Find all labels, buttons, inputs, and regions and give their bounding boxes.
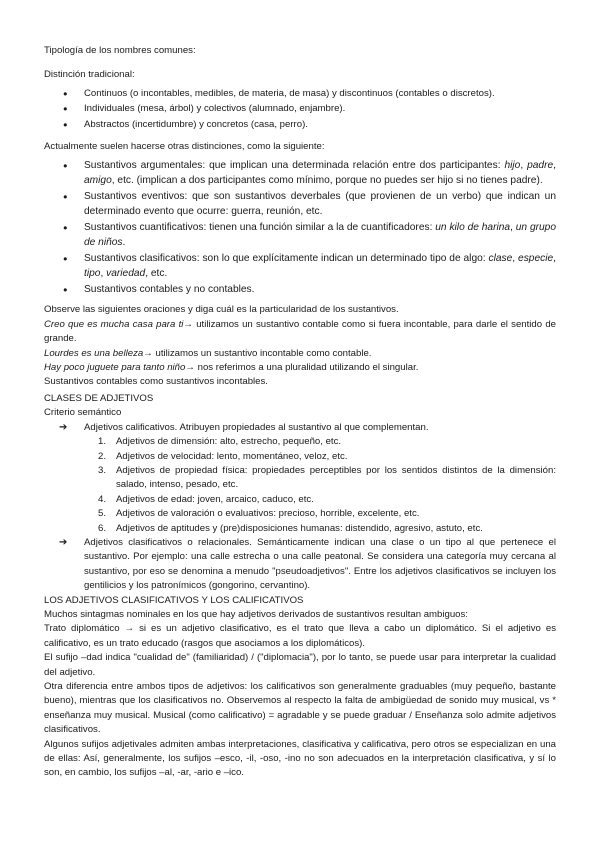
- list-item-eventivos: ● Sustantivos eventivos: que son sustantivos deverbales (que provienen de un verbo) que indican un determinado evento que ocurre: guerra, reunión, etc.: [44, 189, 556, 219]
- paragraph: Otra diferencia entre ambos tipos de adjetivos: los calificativos son generalmente graduables (muy pequeño, bastante bueno), mientras que los clasificativos no. Observemos al respecto la falta de ambigüedad de sonido muy musical, vs * enseñanza muy musical. Musical (como calificativo) = agradable y se puede graduar / Enseñanza solo admite adjetivos clasificativos.: [44, 681, 556, 736]
- paragraph: El sufijo –dad indica "cualidad de" (familiaridad) / ("diplomacia"), por lo tanto, se puede usar para interpretar la cualidad del adjetivo.: [44, 652, 556, 678]
- example-3: Hay poco juguete para tanto niño→ nos referimos a una pluralidad utilizando el singular.: [44, 362, 419, 374]
- calificativos-subtypes: [84, 435, 556, 536]
- paragraph: Algunos sufijos adjetivales admiten ambas interpretaciones, clasificativa y calificativa, pero otros se especializan en una de ellas: Así, generalmente, los sufijos –esco, -il, -oso, -ino no son adecuados en la interpretación clasificativa, y sí lo son, en cambio, los sufijos –al, -ar, -ario e –ico.: [44, 738, 556, 779]
- numbered-item: 3. Adjetivos de propiedad física: propiedades perceptibles por los sentidos distintos de la dimensión: salado, intenso, pesado, etc.: [98, 464, 556, 491]
- example-1: Creo que es mucha casa para ti→ utilizamos un sustantivo contable como si fuera incontable, para darle el sentido de grande.: [44, 318, 556, 345]
- list-item-clasificativos-relacionales: ➔ Adjetivos clasificativos o relacionales. Semánticamente indican una clase o un tipo al que pertenece el sustantivo. Por ejemplo: una calle estrecha o una calle peatonal. Se considera una categoría muy cercana al sustantivo, por eso se denomina a menudo "pseudoadjetivos". Entre los adjetivos clasificativos se incluyen los gentilicios y los patronímicos (gongorino, cervantino).: [59, 536, 556, 592]
- current-list: [44, 158, 556, 297]
- document-content: [44, 44, 556, 781]
- arrow-icon: ➔: [59, 536, 68, 548]
- list-item-calificativos: ➔ Adjetivos calificativos. Atribuyen propiedades al sustantivo al que complementan. 1. Adjetivos de dimensión: alto, estrecho, pequeño, etc. 2. Adjetivos de velocidad: lento, momentáneo, veloz, etc. 3. Adjetivos de propiedad física: propiedades perceptibles por los sentidos distintos de la dimensión: salado, intenso, pesado, etc. 4. Adjetivos de edad: joven, arcaico, caduco, etc. 5. Adjetivos de valoración o evaluativos: precioso, horrible, excelente, etc. 6. Adjetivos de aptitudes y (pre)disposiciones humanas: distendido, agresivo, astuto, etc.: [44, 421, 556, 536]
- observe-intro: Observe las siguientes oraciones y diga cuál es la particularidad de los sustantivos.: [44, 304, 399, 316]
- paragraph: Trato diplomático → si es un adjetivo clasificativo, es el trato que lleva a cabo un diplomático. Si el adjetivo es calificativo, es un trato educado (rasgos que asociamos a los diplomáticos).: [44, 623, 556, 649]
- adjective-types-list: [44, 421, 556, 594]
- numbered-item: 2. Adjetivos de velocidad: lento, momentáneo, veloz, etc.: [98, 450, 348, 462]
- document-title: Tipología de los nombres comunes:: [44, 45, 196, 56]
- list-item-clasificativos: ● Sustantivos clasificativos: son lo que explícitamente indican un determinado tipo de algo: clase, especie, tipo, variedad, etc.: [44, 251, 556, 281]
- list-item: ● Individuales (mesa, árbol) y colectivos (alumnado, enjambre).: [44, 102, 556, 116]
- section-heading-clasificativos-calificativos: LOS ADJETIVOS CLASIFICATIVOS Y LOS CALIFICATIVOS: [44, 594, 304, 606]
- numbered-item: 1. Adjetivos de dimensión: alto, estrecho, pequeño, etc.: [98, 436, 342, 448]
- numbered-item: 5. Adjetivos de valoración o evaluativos: precioso, horrible, excelente, etc.: [98, 508, 420, 520]
- current-intro: Actualmente suelen hacerse otras distinciones, como la siguiente:: [44, 141, 325, 153]
- list-item: ● Abstractos (incertidumbre) y concretos (casa, perro).: [44, 118, 556, 132]
- list-item-contables: ● Sustantivos contables y no contables.: [44, 282, 556, 297]
- list-item-argumentales: ● Sustantivos argumentales: que implican una determinada relación entre dos participantes: hijo, padre, amigo, etc. (implican a dos participantes como mínimo, porque no puedes ser hijo si no tienes padre).: [44, 158, 556, 188]
- list-item: ● Continuos (o incontables, medibles, de materia, de masa) y discontinuos (contables o discretos).: [44, 87, 556, 101]
- criterion-heading: Criterio semántico: [44, 407, 122, 419]
- traditional-heading: Distinción tradicional:: [44, 69, 135, 81]
- numbered-item: 4. Adjetivos de edad: joven, arcaico, caduco, etc.: [98, 493, 314, 505]
- arrow-icon: ➔: [59, 421, 68, 433]
- numbered-item: 6. Adjetivos de aptitudes y (pre)disposiciones humanas: distendido, agresivo, astuto, etc.: [98, 522, 483, 534]
- traditional-list: [44, 87, 556, 132]
- list-item-cuantificativos: ● Sustantivos cuantificativos: tienen una función similar a la de cuantificadores: un kilo de harina, un grupo de niños.: [44, 220, 556, 250]
- example-2: Lourdes es una belleza→ utilizamos un sustantivo incontable como contable.: [44, 347, 372, 359]
- paragraph: Muchos sintagmas nominales en los que hay adjetivos derivados de sustantivos resultan ambiguos:: [44, 608, 468, 620]
- section-heading-clases: CLASES DE ADJETIVOS: [44, 392, 154, 404]
- observe-closing: Sustantivos contables como sustantivos incontables.: [44, 376, 268, 388]
